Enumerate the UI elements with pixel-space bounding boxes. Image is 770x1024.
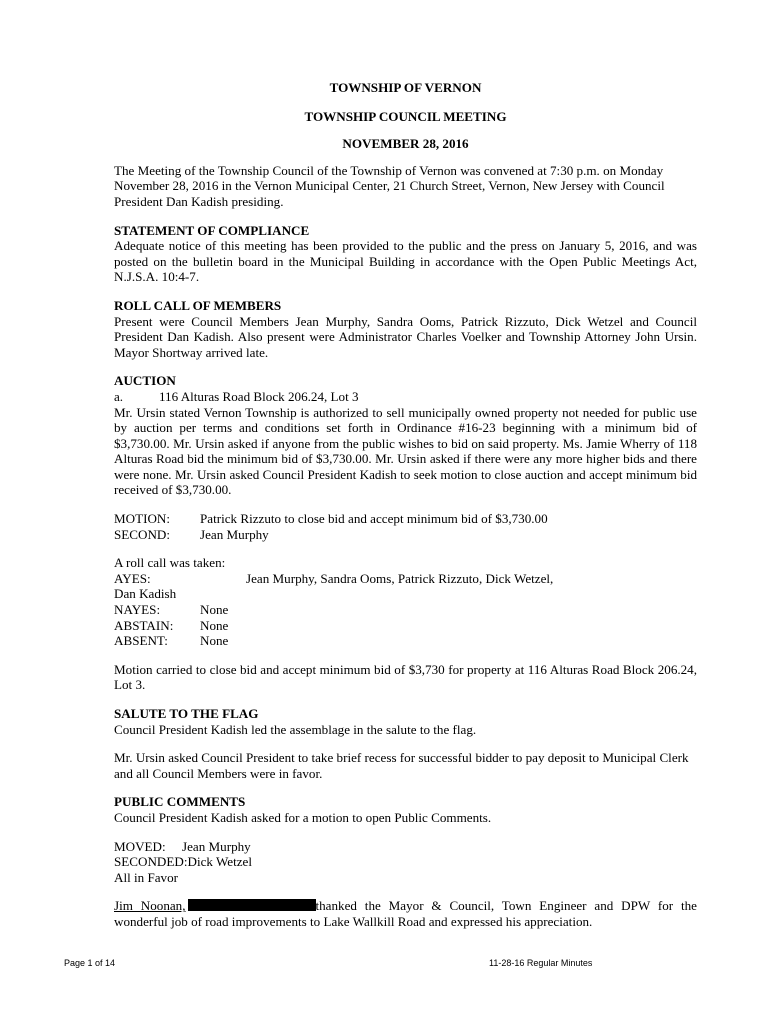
absent-text: None <box>200 633 229 649</box>
salute-text: Council President Kadish led the assemblage in the salute to the flag. <box>114 721 477 737</box>
auction-motion <box>114 511 697 542</box>
absent-row <box>114 633 697 649</box>
nayes-text: None <box>200 602 229 618</box>
all-in-favor: All in Favor <box>114 869 179 885</box>
auction-section <box>114 373 697 693</box>
nayes-row <box>114 602 697 618</box>
seconded-text: Dick Wetzel <box>187 854 252 870</box>
nayes-label: NAYES: <box>114 602 161 618</box>
auction-text: Mr. Ursin stated Vernon Township is authorized to sell municipally owned property not needed for public use by auction per terms and conditions set forth in Ordinance #16-23 beginning with a minimum bid of $3,730.00. Mr. Ursin asked if anyone from the public wishes to bid on said property. Ms. Jamie Wherry of 118 Alturas Road bid the minimum bid of $3,730.00. Mr. Ursin asked if there were any more higher bids and there were none. Mr. Ursin asked Council President Kadish to seek motion to close auction and accept minimum bid received of $3,730.00. <box>114 404 697 498</box>
moved-row <box>114 839 697 855</box>
seconded-row <box>114 854 697 870</box>
moved-label: MOVED: <box>114 838 166 854</box>
roll-call-vote <box>114 555 697 649</box>
moved-text: Jean Murphy <box>182 838 251 854</box>
auction-result: Motion carried to close bid and accept minimum bid of $3,730 for property at 116 Alturas Road Block 206.24, Lot 3. <box>114 661 697 693</box>
absent-label: ABSENT: <box>114 633 168 649</box>
speaker-text: thanked the Mayor & Council, Town Engineer and DPW for the wonderful job of road improvements to Lake Wallkill Road and expressed his appreciation. <box>114 898 697 929</box>
heading-meeting: TOWNSHIP COUNCIL MEETING <box>304 108 507 124</box>
ayes-row <box>114 571 697 587</box>
second-text: Jean Murphy <box>200 526 269 542</box>
motion-label: MOTION: <box>114 511 171 527</box>
public-comments-heading: PUBLIC COMMENTS <box>114 794 246 810</box>
roll-call-text: Present were Council Members Jean Murphy, Sandra Ooms, Patrick Rizzuto, Dick Wetzel and Council President Dan Kadish. Also present were Administrator Charles Voelker and Township Attorney John Ursin. Mayor Shortway arrived late. <box>114 313 697 360</box>
footer-document-title: 11-28-16 Regular Minutes <box>489 958 593 968</box>
abstain-row <box>114 618 697 634</box>
compliance-heading: STATEMENT OF COMPLIANCE <box>114 222 310 238</box>
roll-call-heading: ROLL CALL OF MEMBERS <box>114 297 282 313</box>
seconded-label: SECONDED: <box>114 854 188 870</box>
auction-heading: AUCTION <box>114 373 176 389</box>
footer-page-number: Page 1 of 14 <box>64 958 116 968</box>
speaker-name: Jim Noonan, <box>114 898 186 914</box>
roll-call-section <box>114 298 697 360</box>
second-label: SECOND: <box>114 526 171 542</box>
salute-section <box>114 706 697 737</box>
compliance-text: Adequate notice of this meeting has been provided to the public and the press on January 5, 2016, and was posted on the bulletin board in the Municipal Building in accordance with the Open Public Meetings Act, N.J.S.A. 10:4-7. <box>114 238 697 285</box>
public-comments-text: Council President Kadish asked for a motion to open Public Comments. <box>114 809 492 825</box>
auction-item-text: 116 Alturas Road Block 206.24, Lot 3 <box>159 388 359 404</box>
intro-paragraph: The Meeting of the Township Council of the Township of Vernon was convened at 7:30 p.m. on Monday November 28, 2016 in the Vernon Municipal Center, 21 Church Street, Vernon, New Jersey with Council President Dan Kadish presiding. <box>114 162 665 209</box>
recess-paragraph: Mr. Ursin asked Council President to take brief recess for successful bidder to pay deposit to Municipal Clerk and all Council Members were in favor. <box>114 750 689 781</box>
abstain-text: None <box>200 617 229 633</box>
second-row <box>114 527 697 543</box>
salute-heading: SALUTE TO THE FLAG <box>114 706 259 721</box>
auction-item-label: a. <box>114 388 124 404</box>
document-body <box>114 80 697 930</box>
abstain-label: ABSTAIN: <box>114 617 174 633</box>
compliance-section <box>114 223 697 285</box>
public-comments-section <box>114 794 697 929</box>
redaction-bar <box>188 899 316 911</box>
motion-text: Patrick Rizzuto to close bid and accept minimum bid of $3,730.00 <box>200 511 548 527</box>
public-comments-motion <box>114 839 697 886</box>
heading-date: NOVEMBER 28, 2016 <box>342 136 469 152</box>
speaker-comment <box>114 898 697 929</box>
ayes-text: Jean Murphy, Sandra Ooms, Patrick Rizzuto, Dick Wetzel, <box>246 570 554 586</box>
motion-row <box>114 511 697 527</box>
ayes-label: AYES: <box>114 570 151 586</box>
auction-item <box>114 389 697 405</box>
heading-township: TOWNSHIP OF VERNON <box>329 80 482 95</box>
ayes-continued: Dan Kadish <box>114 586 177 602</box>
roll-call-intro: A roll call was taken: <box>114 555 226 571</box>
